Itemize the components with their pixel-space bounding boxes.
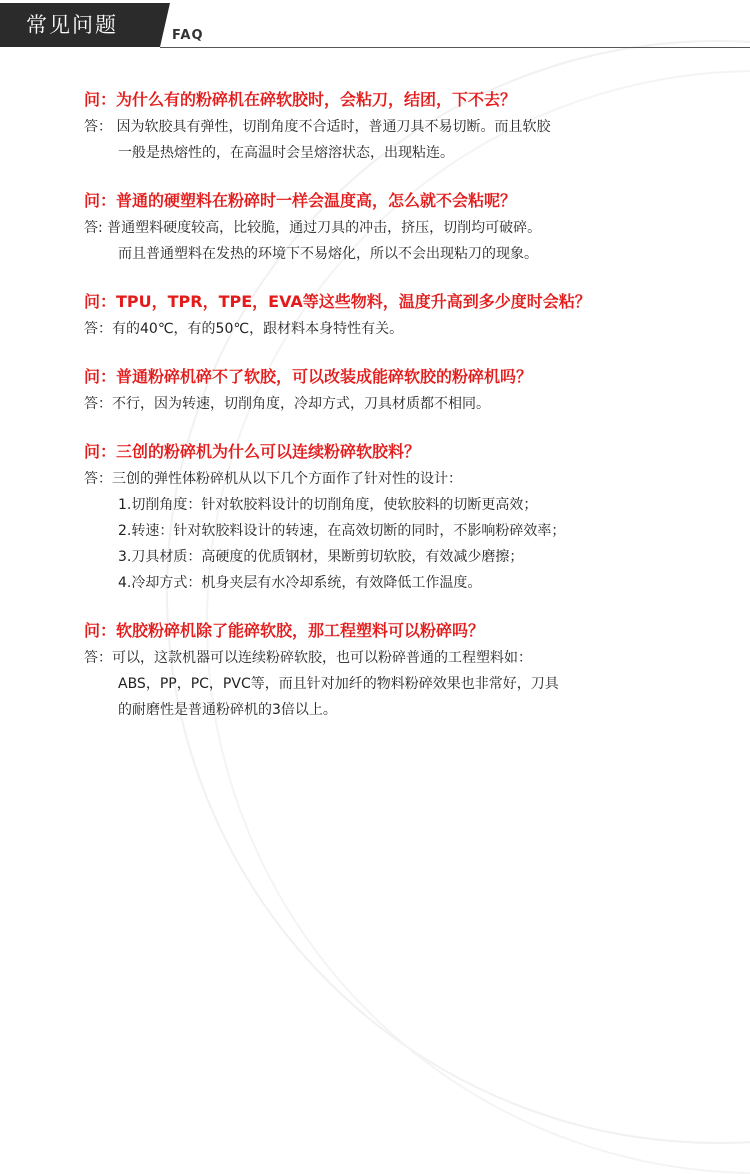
section-title: 常见问题 <box>0 3 160 47</box>
faq-list <box>84 86 724 744</box>
faq-answer-line: 答：有的40℃，有的50℃，跟材料本身特性有关。 <box>84 321 404 337</box>
faq-answer-line: 而且普通塑料在发热的环境下不易熔化，所以不会出现粘刀的现象。 <box>118 246 538 262</box>
faq-answer-line: 1.切削角度：针对软胶料设计的切削角度，使软胶料的切断更高效； <box>118 497 538 513</box>
faq-item <box>84 438 724 596</box>
faq-answer-line: 的耐磨性是普通粉碎机的3倍以上。 <box>118 702 337 718</box>
faq-question: 问：普通的硬塑料在粉碎时一样会温度高，怎么就不会粘呢？ <box>84 191 517 210</box>
faq-answer-line: 答：不行，因为转速，切削角度，冷却方式，刀具材质都不相同。 <box>84 396 490 412</box>
header-divider <box>160 47 750 48</box>
faq-answer-line: 答：可以，这款机器可以连续粉碎软胶，也可以粉碎普通的工程塑料如： <box>84 650 532 666</box>
faq-question: 问：软胶粉碎机除了能碎软胶，那工程塑料可以粉碎吗？ <box>84 621 485 640</box>
faq-question: 问：为什么有的粉碎机在碎软胶时，会粘刀，结团，下不去？ <box>84 90 517 109</box>
faq-item <box>84 617 724 723</box>
faq-item <box>84 187 724 267</box>
faq-answer-line: 一般是热熔性的，在高温时会呈熔溶状态，出现粘连。 <box>118 145 454 161</box>
faq-item <box>84 86 724 166</box>
faq-answer-line: 答: 普通塑料硬度较高，比较脆，通过刀具的冲击，挤压，切削均可破碎。 <box>84 220 542 236</box>
faq-question: 问：三创的粉碎机为什么可以连续粉碎软胶料？ <box>84 442 421 461</box>
faq-answer-line: 2.转速：针对软胶料设计的转速，在高效切断的同时，不影响粉碎效率； <box>118 523 566 539</box>
section-subtitle: FAQ <box>172 28 204 43</box>
faq-answer-line: ABS，PP，PC，PVC等，而且针对加纤的物料粉碎效果也非常好，刀具 <box>118 676 559 692</box>
faq-answer-line: 3.刀具材质：高硬度的优质钢材，果断剪切软胶，有效减少磨擦； <box>118 549 524 565</box>
faq-answer-line: 答：三创的弹性体粉碎机从以下几个方面作了针对性的设计： <box>84 471 462 487</box>
faq-answer-line: 4.冷却方式：机身夹层有水冷却系统，有效降低工作温度。 <box>118 575 482 591</box>
faq-item <box>84 363 724 417</box>
faq-question: 问：普通粉碎机碎不了软胶，可以改装成能碎软胶的粉碎机吗？ <box>84 367 533 386</box>
faq-answer-line: 答： 因为软胶具有弹性，切削角度不合适时，普通刀具不易切断。而且软胶 <box>84 119 551 135</box>
title-tab-notch <box>160 3 170 47</box>
section-header <box>0 0 750 64</box>
faq-item <box>84 288 724 342</box>
faq-question: 问：TPU，TPR，TPE，EVA等这些物料，温度升高到多少度时会粘？ <box>84 292 591 311</box>
